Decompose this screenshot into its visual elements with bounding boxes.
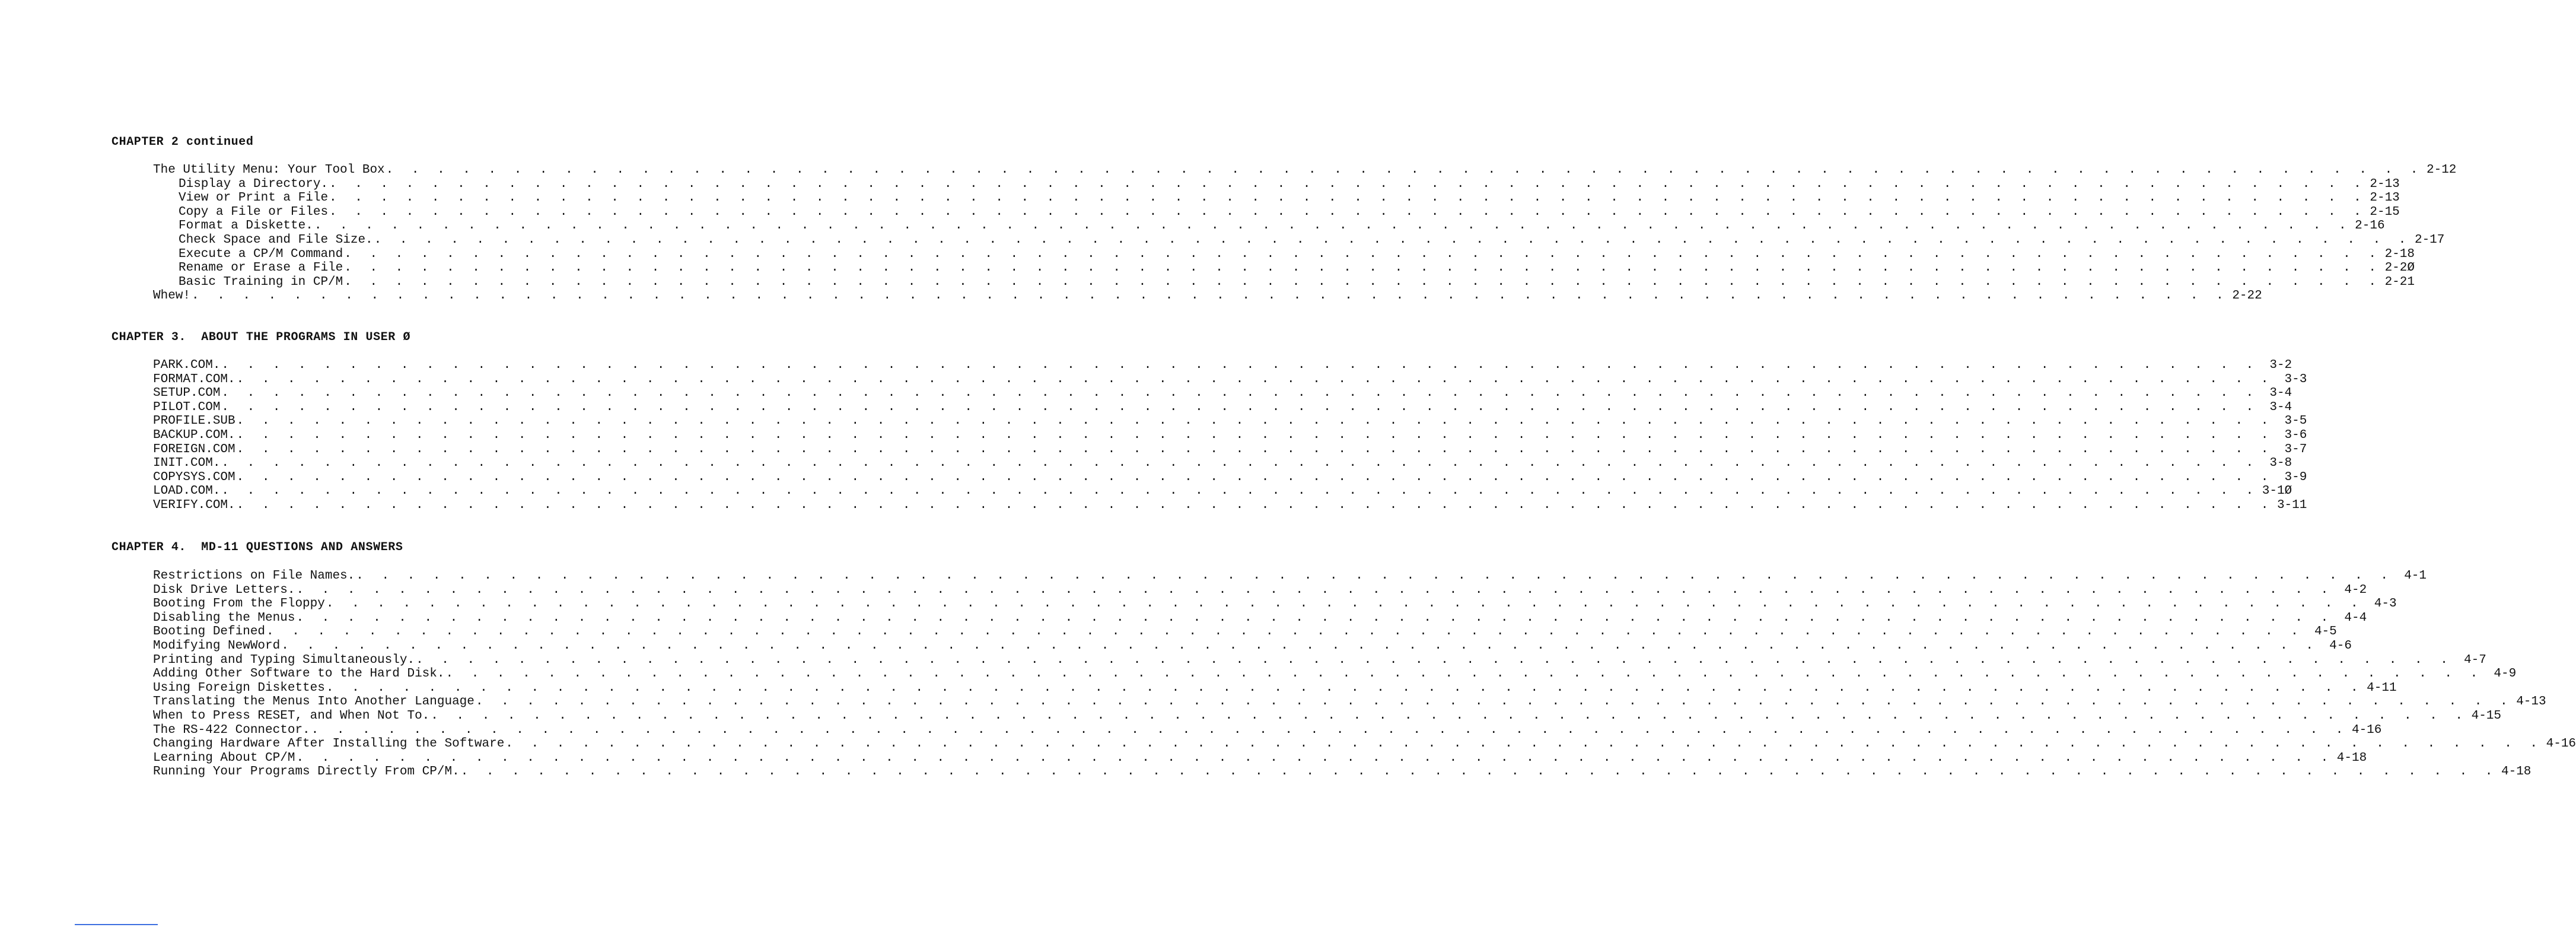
dot-leader: . . . . . . . . . . . . . . . . . . . . . . . . . . . . . . . . . . . . . . . . . . . . . . . . . . . . . . . . . . . . . . . . . . . . . . . . . . . . . . . .: [221, 401, 2259, 414]
toc-entry: [153, 569, 2427, 583]
toc-page-number: 3-4: [2269, 386, 2292, 400]
toc-entry-title: Disabling the Menus: [153, 611, 295, 625]
toc-entry: [153, 498, 2307, 513]
toc-entry-title: Modifying NewWord: [153, 639, 281, 653]
dot-leader: . . . . . . . . . . . . . . . . . . . . . . . . . . . . . . . . . . . . . . . . . . . . . . . . . . . . . . . . . . . . . . . . . . . . . . . . . . . . . . . .: [326, 597, 2364, 611]
dot-leader: . . . . . . . . . . . . . . . . . . . . . . . . . . . . . . . . . . . . . . . . . . . . . . . . . . . . . . . . . . . . . . . . . . . . . . . . . . . . . . . .: [296, 611, 2334, 625]
toc-page-number: 4-1: [2404, 569, 2427, 583]
toc-entry: [153, 625, 2337, 639]
toc-page-number: 4-18: [2336, 751, 2367, 765]
toc-entry-title: Booting Defined: [153, 625, 266, 639]
toc-page-number: 4-3: [2374, 597, 2397, 611]
dot-leader: . . . . . . . . . . . . . . . . . . . . . . . . . . . . . . . . . . . . . . . . . . . . . . . . . . . . . . . . . . . . . . . . . . . . . . . . . . . . . . . .: [445, 667, 2483, 681]
toc-page-number: 4-4: [2344, 611, 2367, 625]
toc-entry-title: Running Your Programs Directly From CP/M.: [153, 765, 460, 779]
toc-entry-title: Format a Diskette.: [179, 219, 313, 233]
toc-entry: [179, 177, 2400, 192]
toc-entry-title: Printing and Typing Simultaneously.: [153, 653, 415, 667]
toc-page-number: 4-18: [2501, 765, 2532, 779]
toc-entry: [153, 737, 2576, 751]
toc-entry: [153, 443, 2307, 457]
toc-entry-title: FORMAT.COM.: [153, 373, 235, 386]
toc-entry: [179, 233, 2445, 247]
toc-entry: [179, 205, 2400, 220]
chapter-heading: CHAPTER 3. ABOUT THE PROGRAMS IN USER Ø: [112, 331, 411, 344]
toc-entry: [153, 723, 2382, 738]
toc-entry-title: Copy a File or Files: [179, 205, 329, 219]
chapter-heading: CHAPTER 4. MD-11 QUESTIONS AND ANSWERS: [112, 541, 403, 554]
toc-entry: [153, 597, 2397, 611]
toc-page-number: 2-15: [2370, 205, 2400, 219]
dot-leader: . . . . . . . . . . . . . . . . . . . . . . . . . . . . . . . . . . . . . . . . . . . . . . . . . . . . . . . . . . . . . . . . . . . . . . . . . . . . . . . .: [386, 163, 2424, 177]
toc-entry: [153, 751, 2367, 766]
toc-entry-title: Disk Drive Letters.: [153, 583, 295, 597]
dot-leader: . . . . . . . . . . . . . . . . . . . . . . . . . . . . . . . . . . . . . . . . . . . . . . . . . . . . . . . . . . . . . . . . . . . . . . . . . . . . . . . .: [505, 737, 2543, 751]
toc-page-number: 3-11: [2276, 498, 2307, 512]
dot-leader: . . . . . . . . . . . . . . . . . . . . . . . . . . . . . . . . . . . . . . . . . . . . . . . . . . . . . . . . . . . . . . . . . . . . . . . . . . . . . . . .: [329, 205, 2367, 219]
dot-leader: . . . . . . . . . . . . . . . . . . . . . . . . . . . . . . . . . . . . . . . . . . . . . . . . . . . . . . . . . . . . . . . . . . . . . . . . . . . . . . . .: [236, 498, 2274, 512]
dot-leader: . . . . . . . . . . . . . . . . . . . . . . . . . . . . . . . . . . . . . . . . . . . . . . . . . . . . . . . . . . . . . . . . . . . . . . . . . . . . . . . .: [356, 569, 2393, 583]
toc-entry: [153, 667, 2517, 681]
page-rule: [75, 924, 158, 925]
toc-entry-title: INIT.COM.: [153, 456, 221, 470]
dot-leader: . . . . . . . . . . . . . . . . . . . . . . . . . . . . . . . . . . . . . . . . . . . . . . . . . . . . . . . . . . . . . . . . . . . . . . . . . . . . . . . .: [236, 373, 2274, 386]
toc-page-number: 4-15: [2471, 709, 2502, 723]
dot-leader: . . . . . . . . . . . . . . . . . . . . . . . . . . . . . . . . . . . . . . . . . . . . . . . . . . . . . . . . . . . . . . . . . . . . . . . . . . . . . . . .: [314, 219, 2352, 233]
toc-entry-title: The RS-422 Connector.: [153, 723, 310, 737]
toc-entry: [153, 695, 2546, 709]
toc-entry-title: FOREIGN.COM: [153, 443, 235, 456]
toc-page-number: 4-5: [2314, 625, 2337, 639]
toc-entry-title: Rename or Erase a File: [179, 261, 343, 275]
dot-leader: . . . . . . . . . . . . . . . . . . . . . . . . . . . . . . . . . . . . . . . . . . . . . . . . . . . . . . . . . . . . . . . . . . . . . . . . . . . . . . . .: [374, 233, 2412, 247]
toc-entry-title: When to Press RESET, and When Not To.: [153, 709, 430, 723]
toc-page-number: 3-3: [2284, 373, 2307, 386]
toc-entry: [153, 373, 2307, 387]
toc-entry-title: Changing Hardware After Installing the Software: [153, 737, 505, 751]
toc-entry: [153, 414, 2307, 428]
toc-entry: [179, 261, 2415, 275]
toc-entry-title: Learning About CP/M: [153, 751, 295, 765]
toc-page-number: 2-18: [2384, 247, 2415, 261]
toc-entry-title: Using Foreign Diskettes: [153, 681, 325, 695]
toc-entry: [153, 653, 2486, 668]
toc-entry: [153, 401, 2292, 415]
toc-page-number: 4-2: [2344, 583, 2367, 597]
toc-entry-title: Execute a CP/M Command: [179, 247, 343, 261]
toc-entry: [179, 191, 2400, 205]
dot-leader: . . . . . . . . . . . . . . . . . . . . . . . . . . . . . . . . . . . . . . . . . . . . . . . . . . . . . . . . . . . . . . . . . . . . . . . . . . . . . . . .: [221, 456, 2259, 470]
toc-entry-title: PILOT.COM: [153, 401, 221, 414]
toc-entry-title: Restrictions on File Names.: [153, 569, 355, 583]
dot-leader: . . . . . . . . . . . . . . . . . . . . . . . . . . . . . . . . . . . . . . . . . . . . . . . . . . . . . . . . . . . . . . . . . . . . . . . . . . . . . . . .: [329, 191, 2367, 205]
dot-leader: . . . . . . . . . . . . . . . . . . . . . . . . . . . . . . . . . . . . . . . . . . . . . . . . . . . . . . . . . . . . . . . . . . . . . . . . . . . . . . . .: [236, 471, 2274, 484]
dot-leader: . . . . . . . . . . . . . . . . . . . . . . . . . . . . . . . . . . . . . . . . . . . . . . . . . . . . . . . . . . . . . . . . . . . . . . . . . . . . . . . .: [221, 358, 2259, 372]
dot-leader: . . . . . . . . . . . . . . . . . . . . . . . . . . . . . . . . . . . . . . . . . . . . . . . . . . . . . . . . . . . . . . . . . . . . . . . . . . . . . . . .: [221, 386, 2259, 400]
toc-entry-title: PROFILE.SUB: [153, 414, 235, 428]
toc-page-number: 3-9: [2284, 471, 2307, 484]
toc-entry: [153, 484, 2292, 498]
toc-entry: [153, 386, 2292, 401]
toc-entry-title: Basic Training in CP/M: [179, 275, 343, 289]
toc-page-number: 4-6: [2329, 639, 2352, 653]
toc-entry-title: COPYSYS.COM: [153, 471, 235, 484]
dot-leader: . . . . . . . . . . . . . . . . . . . . . . . . . . . . . . . . . . . . . . . . . . . . . . . . . . . . . . . . . . . . . . . . . . . . . . . . . . . . . . . .: [326, 681, 2364, 695]
dot-leader: . . . . . . . . . . . . . . . . . . . . . . . . . . . . . . . . . . . . . . . . . . . . . . . . . . . . . . . . . . . . . . . . . . . . . . . . . . . . . . . .: [281, 639, 2319, 653]
toc-entry: [153, 709, 2502, 723]
dot-leader: . . . . . . . . . . . . . . . . . . . . . . . . . . . . . . . . . . . . . . . . . . . . . . . . . . . . . . . . . . . . . . . . . . . . . . . . . . . . . . . .: [311, 723, 2349, 737]
toc-page-number: 2-16: [2355, 219, 2385, 233]
toc-entry-title: VERIFY.COM.: [153, 498, 235, 512]
toc-entry: [153, 583, 2367, 598]
toc-entry: [153, 428, 2307, 443]
toc-entry-title: Booting From the Floppy: [153, 597, 325, 611]
dot-leader: . . . . . . . . . . . . . . . . . . . . . . . . . . . . . . . . . . . . . . . . . . . . . . . . . . . . . . . . . . . . . . . . . . . . . . . . . . . . . . . .: [344, 247, 2381, 261]
toc-entry-title: Translating the Menus Into Another Language: [153, 695, 475, 709]
toc-entry-title: SETUP.COM: [153, 386, 221, 400]
toc-entry: [153, 456, 2292, 471]
toc-page-number: 4-9: [2494, 667, 2517, 681]
toc-entry: [179, 247, 2415, 262]
toc-entry: [179, 275, 2415, 290]
dot-leader: . . . . . . . . . . . . . . . . . . . . . . . . . . . . . . . . . . . . . . . . . . . . . . . . . . . . . . . . . . . . . . . . . . . . . . . . . . . . . . . .: [236, 428, 2274, 442]
toc-page-number: 4-7: [2464, 653, 2486, 667]
dot-leader: . . . . . . . . . . . . . . . . . . . . . . . . . . . . . . . . . . . . . . . . . . . . . . . . . . . . . . . . . . . . . . . . . . . . . . . . . . . . . . . .: [236, 443, 2274, 456]
toc-page-number: 3-6: [2284, 428, 2307, 442]
toc-entry: [179, 219, 2385, 233]
toc-page-number: 4-13: [2516, 695, 2546, 709]
toc-entry-title: View or Print a File: [179, 191, 329, 205]
toc-entry-title: Display a Directory.: [179, 177, 329, 191]
toc-entry: [153, 765, 2532, 779]
toc-entry-title: PARK.COM.: [153, 358, 221, 372]
toc-page-number: 4-11: [2367, 681, 2397, 695]
toc-page-number: 2-17: [2414, 233, 2445, 247]
toc-entry-title: BACKUP.COM.: [153, 428, 235, 442]
dot-leader: . . . . . . . . . . . . . . . . . . . . . . . . . . . . . . . . . . . . . . . . . . . . . . . . . . . . . . . . . . . . . . . . . . . . . . . . . . . . . . . .: [296, 583, 2334, 597]
dot-leader: . . . . . . . . . . . . . . . . . . . . . . . . . . . . . . . . . . . . . . . . . . . . . . . . . . . . . . . . . . . . . . . . . . . . . . . . . . . . . . . .: [296, 751, 2334, 765]
toc-page-number: 2-12: [2426, 163, 2457, 177]
dot-leader: . . . . . . . . . . . . . . . . . . . . . . . . . . . . . . . . . . . . . . . . . . . . . . . . . . . . . . . . . . . . . . . . . . . . . . . . . . . . . . . .: [236, 414, 2274, 428]
dot-leader: . . . . . . . . . . . . . . . . . . . . . . . . . . . . . . . . . . . . . . . . . . . . . . . . . . . . . . . . . . . . . . . . . . . . . . . . . . . . . . . .: [266, 625, 2304, 639]
toc-entry-title: Whew!: [153, 289, 191, 303]
toc-entry-title: Check Space and File Size.: [179, 233, 373, 247]
toc-page-number: 2-2Ø: [2384, 261, 2415, 275]
dot-leader: . . . . . . . . . . . . . . . . . . . . . . . . . . . . . . . . . . . . . . . . . . . . . . . . . . . . . . . . . . . . . . . . . . . . . . . . . . . . . . . .: [192, 289, 2229, 303]
dot-leader: . . . . . . . . . . . . . . . . . . . . . . . . . . . . . . . . . . . . . . . . . . . . . . . . . . . . . . . . . . . . . . . . . . . . . . . . . . . . . . . .: [475, 695, 2513, 709]
toc-entry: [153, 358, 2292, 373]
dot-leader: . . . . . . . . . . . . . . . . . . . . . . . . . . . . . . . . . . . . . . . . . . . . . . . . . . . . . . . . . . . . . . . . . . . . . . . . . . . . . . . .: [344, 275, 2381, 289]
toc-entry: [153, 289, 2262, 303]
toc-page-number: 2-13: [2370, 177, 2400, 191]
toc-page-number: 3-7: [2284, 443, 2307, 456]
toc-entry-title: The Utility Menu: Your Tool Box: [153, 163, 385, 177]
toc-page-number: 3-8: [2269, 456, 2292, 470]
toc-entry: [153, 163, 2457, 177]
dot-leader: . . . . . . . . . . . . . . . . . . . . . . . . . . . . . . . . . . . . . . . . . . . . . . . . . . . . . . . . . . . . . . . . . . . . . . . . . . . . . . . .: [460, 765, 2498, 779]
toc-page-number: 2-22: [2232, 289, 2262, 303]
toc-entry: [153, 681, 2397, 696]
dot-leader: . . . . . . . . . . . . . . . . . . . . . . . . . . . . . . . . . . . . . . . . . . . . . . . . . . . . . . . . . . . . . . . . . . . . . . . . . . . . . . . .: [416, 653, 2453, 667]
toc-entry: [153, 611, 2367, 625]
toc-page-number: 2-21: [2384, 275, 2415, 289]
chapter-heading: CHAPTER 2 continued: [112, 135, 254, 149]
dot-leader: . . . . . . . . . . . . . . . . . . . . . . . . . . . . . . . . . . . . . . . . . . . . . . . . . . . . . . . . . . . . . . . . . . . . . . . . . . . . . . . .: [329, 177, 2367, 191]
toc-page-number: 4-16: [2351, 723, 2382, 737]
toc-page-number: 4-16: [2546, 737, 2576, 751]
toc-entry-title: LOAD.COM.: [153, 484, 221, 498]
toc-page-number: 3-4: [2269, 401, 2292, 414]
toc-page-number: 2-13: [2370, 191, 2400, 205]
toc-page-number: 3-1Ø: [2262, 484, 2292, 498]
toc-page-number: 3-2: [2269, 358, 2292, 372]
dot-leader: . . . . . . . . . . . . . . . . . . . . . . . . . . . . . . . . . . . . . . . . . . . . . . . . . . . . . . . . . . . . . . . . . . . . . . . . . . . . . . . .: [344, 261, 2381, 275]
toc-page-number: 3-5: [2284, 414, 2307, 428]
dot-leader: . . . . . . . . . . . . . . . . . . . . . . . . . . . . . . . . . . . . . . . . . . . . . . . . . . . . . . . . . . . . . . . . . . . . . . . . . . . . . . . .: [431, 709, 2469, 723]
dot-leader: . . . . . . . . . . . . . . . . . . . . . . . . . . . . . . . . . . . . . . . . . . . . . . . . . . . . . . . . . . . . . . . . . . . . . . . . . . . . . . . .: [221, 484, 2259, 498]
toc-entry-title: Adding Other Software to the Hard Disk.: [153, 667, 445, 681]
toc-entry: [153, 471, 2307, 485]
toc-entry: [153, 639, 2352, 653]
